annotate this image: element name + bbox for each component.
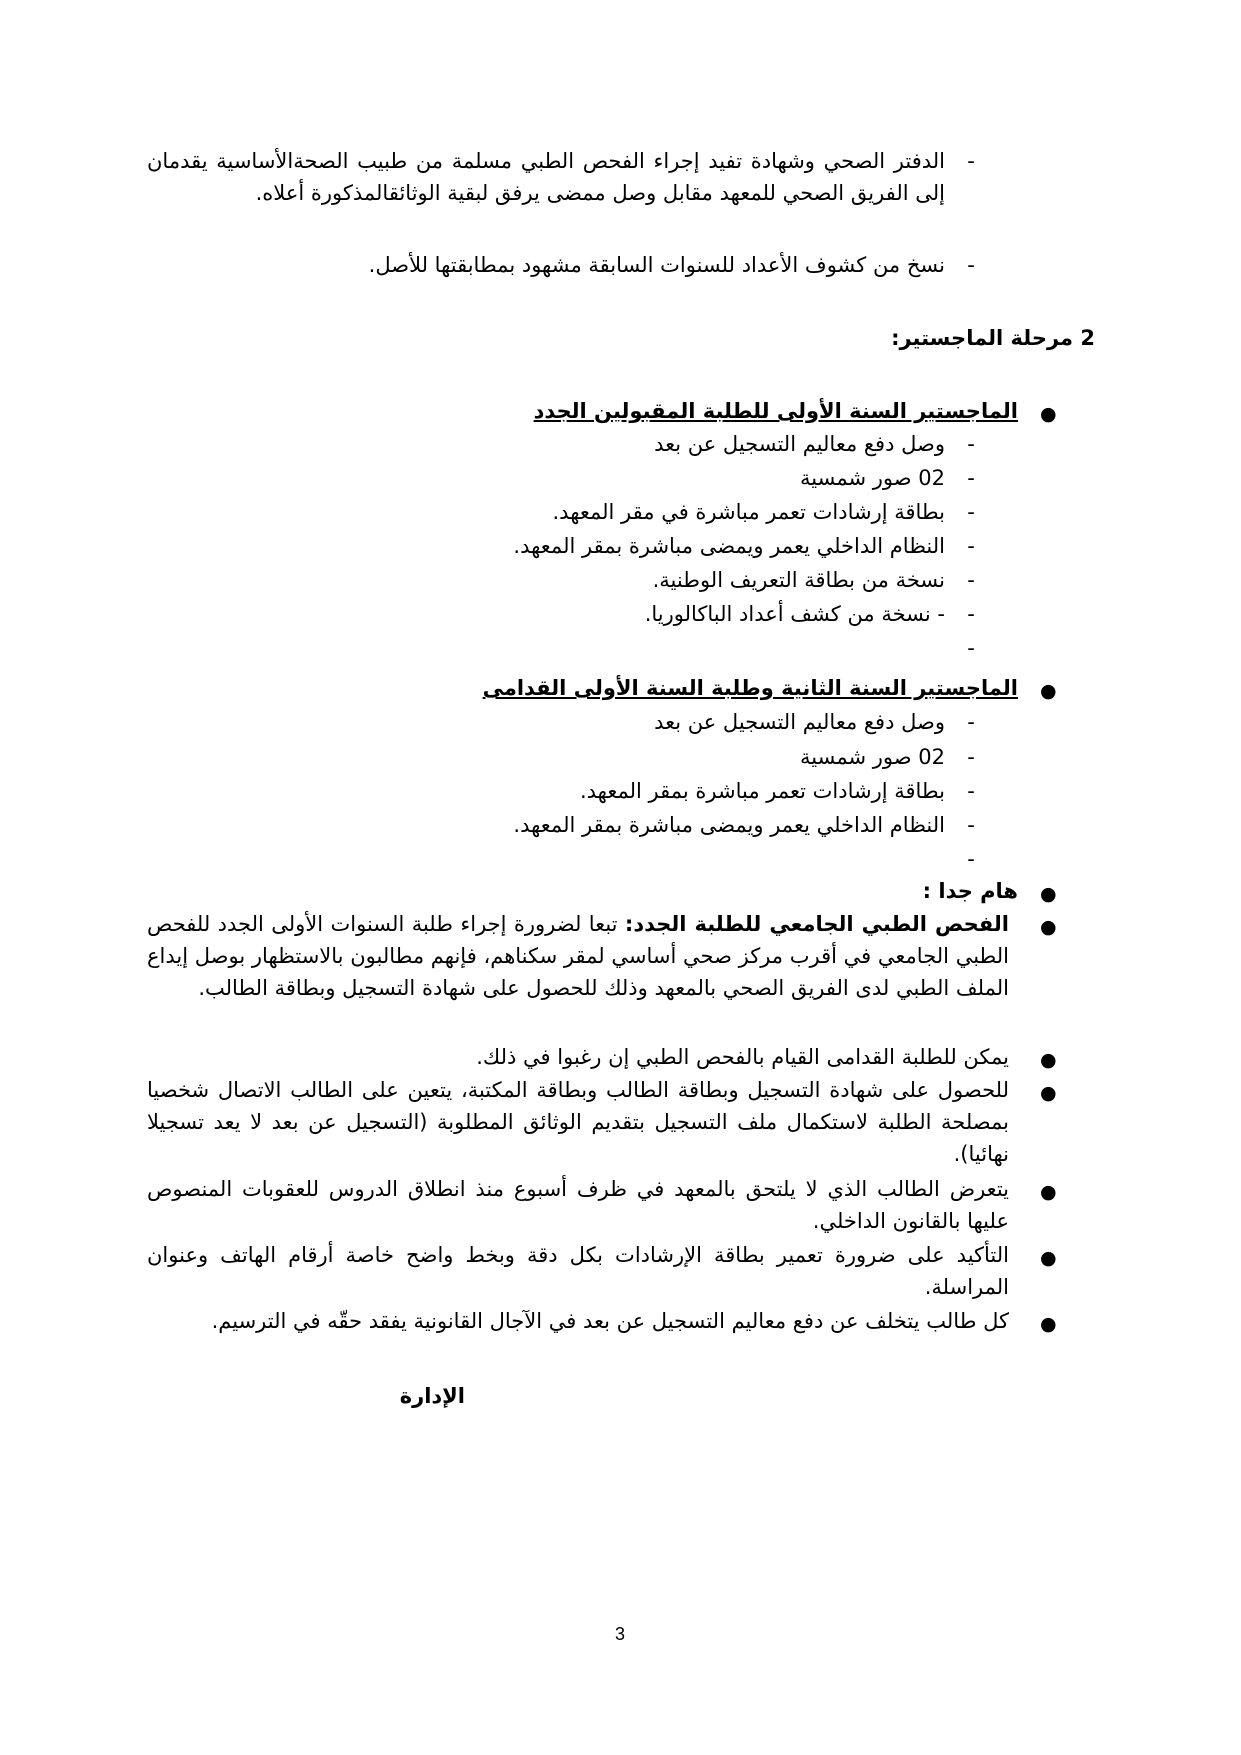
list-item: نسخة من بطاقة التعريف الوطنية.: [652, 568, 945, 592]
bullet-marker: ●: [1040, 916, 1057, 938]
bullet-marker: ●: [1040, 883, 1057, 905]
dash-marker: -: [967, 636, 975, 660]
dash-marker: -: [967, 253, 975, 277]
list-item: بطاقة إرشادات تعمر مباشرة في مقر المعهد.: [552, 500, 945, 524]
important-heading: هام جدا :: [922, 879, 1018, 903]
note-medical-exam: [147, 908, 1009, 1004]
list-item: 02 صور شمسية: [800, 466, 945, 490]
note-fee-deadline: كل طالب يتخلف عن دفع معاليم التسجيل عن بعد في الآجال القانونية يفقد حقّه في الترسيم.: [211, 1309, 1009, 1333]
subsection-title-returning-students: الماجستير السنة الثانية وطلبة السنة الأولى القدامى: [482, 676, 1018, 700]
section-heading: 2 مرحلة الماجستير:: [891, 326, 1095, 350]
bullet-marker: ●: [1040, 1181, 1057, 1203]
dash-marker: -: [967, 745, 975, 769]
dash-marker: -: [967, 813, 975, 837]
bullet-marker: ●: [1040, 1049, 1057, 1071]
bullet-marker: ●: [1040, 1082, 1057, 1104]
note-medical-exam-label: الفحص الطبي الجامعي للطلبة الجدد:: [624, 912, 1009, 936]
list-item: النظام الداخلي يعمر ويمضى مباشرة بمقر المعهد.: [513, 534, 945, 558]
page-number: 3: [614, 1624, 625, 1644]
subsection-title-new-students: الماجستير السنة الأولى للطلبة المقبولين الجدد: [533, 399, 1018, 423]
dash-marker: -: [967, 779, 975, 803]
list-item: - نسخة من كشف أعداد الباكالوريا.: [644, 602, 945, 626]
dash-marker: -: [967, 602, 975, 626]
note-medical-exam-text: تبعا لضرورة إجراء طلبة السنوات الأولى الجدد للفحص الطبي الجامعي في أقرب مركز صحي أساسي لمقر سكناهم، فإنهم مطالبون بالاستظهار بوصل إيداع الملف الطبي لدى الفريق الصحي بالمعهد وذلك للحصول على شهادة التسجيل وبطاقة الطالب.: [147, 912, 1009, 1000]
dash-marker: -: [967, 534, 975, 558]
list-item: وصل دفع معاليم التسجيل عن بعد: [654, 710, 945, 734]
list-item: 02 صور شمسية: [800, 745, 945, 769]
note-penalties: يتعرض الطالب الذي لا يلتحق بالمعهد في ظرف أسبوع منذ انطلاق الدروس للعقوبات المنصوص عليها بالقانون الداخلي.: [147, 1177, 1009, 1233]
bullet-marker: ●: [1040, 680, 1057, 702]
list-item-grade-transcripts: نسخ من كشوف الأعداد للسنوات السابقة مشهود بمطابقتها للأصل.: [368, 253, 945, 277]
bullet-marker: ●: [1040, 1247, 1057, 1269]
list-item: بطاقة إرشادات تعمر مباشرة بمقر المعهد.: [579, 779, 945, 803]
note-guidance-card: التأكيد على ضرورة تعمير بطاقة الإرشادات بكل دقة وبخط واضح خاصة أرقام الهاتف وعنوان المراسلة.: [147, 1243, 1009, 1299]
note-returning-exam: يمكن للطلبة القدامى القيام بالفحص الطبي إن رغبوا في ذلك.: [476, 1045, 1009, 1069]
dash-marker: -: [967, 710, 975, 734]
bullet-marker: ●: [1040, 1313, 1057, 1335]
list-item-medical-record: الدفتر الصحي وشهادة تفيد إجراء الفحص الطبي مسلمة من طبيب الصحةالأساسية يقدمان إلى الفريق الصحي للمعهد مقابل وصل ممضى يرفق لبقية الوثائقالمذكورة أعلاه.: [147, 149, 945, 205]
dash-marker: -: [967, 432, 975, 456]
dash-marker: -: [967, 568, 975, 592]
dash-marker: -: [967, 466, 975, 490]
list-item: وصل دفع معاليم التسجيل عن بعد: [654, 432, 945, 456]
dash-marker: -: [967, 149, 975, 173]
dash-marker: -: [967, 847, 975, 871]
note-registration-certificate: للحصول على شهادة التسجيل وبطاقة الطالب وبطاقة المكتبة، يتعين على الطالب الاتصال شخصيا بمصلحة الطلبة لاستكمال ملف التسجيل بتقديم الوثائق المطلوبة (التسجيل عن بعد لا يعد تسجيلا نهائيا).: [147, 1078, 1009, 1166]
list-item: النظام الداخلي يعمر ويمضى مباشرة بمقر المعهد.: [513, 813, 945, 837]
administration-signature: الإدارة: [399, 1384, 465, 1408]
bullet-marker: ●: [1040, 403, 1057, 425]
dash-marker: -: [967, 500, 975, 524]
